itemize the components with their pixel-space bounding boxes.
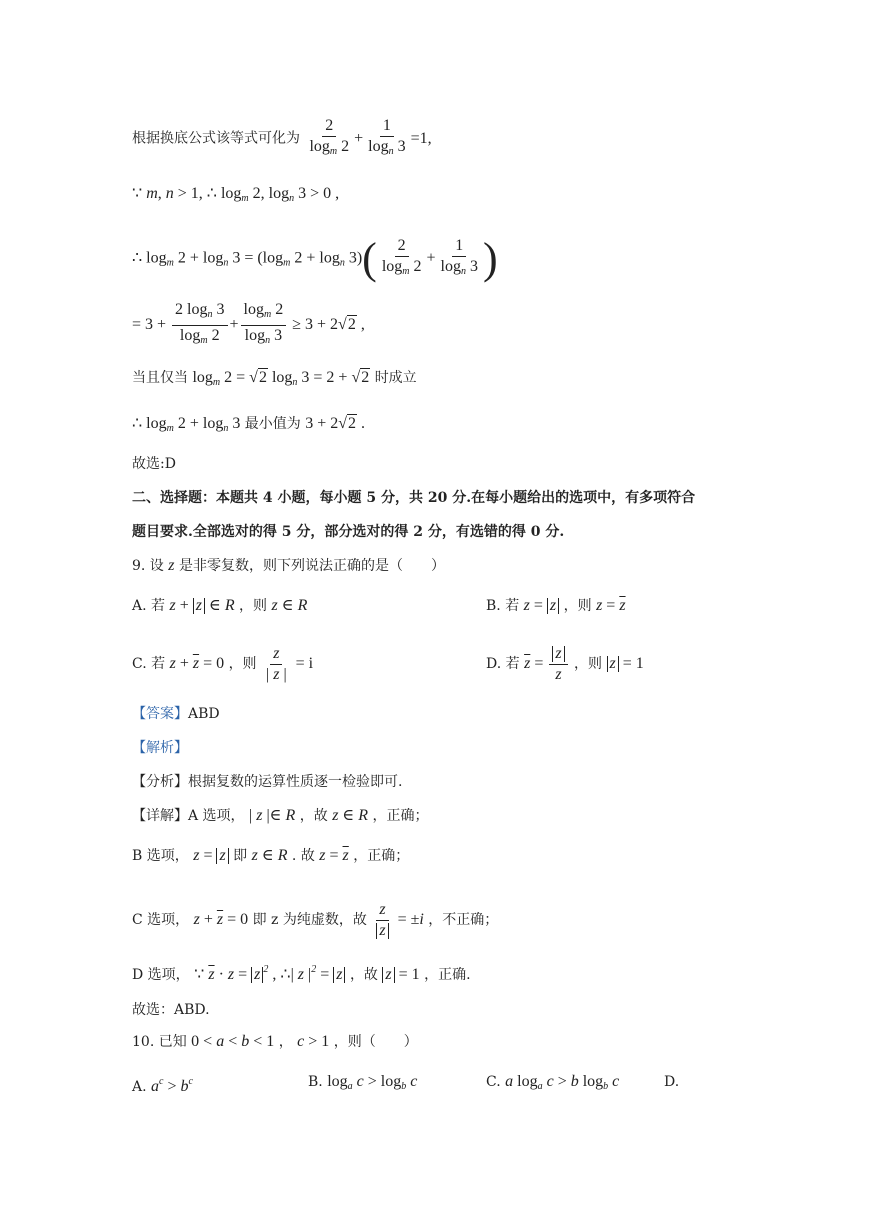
q10-option-b: B. $\log_a c > \log_b c$ [308, 1073, 418, 1092]
q10-option-d: D. [664, 1074, 680, 1090]
q10-stem: 10. 已知 0 < a < b < 1 ， c > 1 ，则（ ） [132, 1033, 418, 1050]
solution-line-1 [132, 116, 432, 162]
q10-option-a: A. $a^c > b^c$ [132, 1076, 193, 1095]
q9-detail-b: B 选项， z = z 即 z ∈ R . 故 $z = \overline{z}$ ，正确； [132, 847, 410, 864]
text: 根据换底公式该等式可化为 [132, 130, 300, 147]
q9-option-b: B. 若 z = z ，则 $z = \overline{z}$ [486, 597, 626, 614]
text: 当且仅当 [132, 370, 188, 386]
q9-detail-d: D 选项， ∵ $\overline{z} \cdot z = z$ $^2$ , ∴| z $|^2 = z$ ，故 z = 1 ，正确. [132, 964, 471, 983]
q9-analysis-tag: 【解析】 [132, 740, 188, 756]
q9-stem: 9. 设 z 是非零复数，则下列说法正确的是（ ） [132, 557, 445, 574]
q9-option-c: C. 若 $z + \overline{z} = 0$ ，则 $\frac{z}{| z |}$ = i [132, 645, 314, 683]
solution-line-5: 当且仅当 $\log_m 2 = √2$ $\log_n 3 = 2 + √2$ 时成立 [132, 369, 417, 388]
q9-option-a: A. 若 z + z ∈ R ，则 z ∈ R [132, 597, 308, 614]
q9-number: 9. 设 [132, 558, 164, 574]
solution-line-6: ∴ $\log_m 2 + \log_n 3$ 最小值为 3 + 2√2 . [132, 415, 366, 434]
q9-option-d: D. 若 $\overline{z}$ = $\frac{z}{z}$ ，则 z = 1 [486, 645, 644, 683]
comma: , [335, 185, 340, 202]
solution-line-2: ∵ m, n > 1, ∴ $\log_m 2$, $\log_n 3 > 0$ , [132, 185, 340, 204]
q9-final: 故选：ABD. [132, 1002, 210, 1018]
answer-value: ABD [188, 706, 220, 722]
solution-line-3: ∴ $\log_m 2 + \log_n 3 = (\log_m$ $2 + \log_n 3$)( $\frac{2}{\log_m 2}$ + $\frac{1}{\log_n 3}$ ) [132, 234, 498, 283]
answer-tag: 【答案】 [132, 706, 188, 722]
q9-fenxi: 【分析】根据复数的运算性质逐一检验即可. [132, 774, 403, 790]
q10-option-c: C. a $\log_a c > b$ $\log_b c$ [486, 1073, 620, 1092]
q9-detail-a: 【详解】A 选项， | z |∈ R ，故 z ∈ R ，正确； [132, 807, 429, 824]
solution-line-7: 故选:D [132, 456, 176, 472]
q9-stem-text: 是非零复数，则下列说法正确的是（ ） [178, 558, 445, 574]
section-heading-line-2: 题目要求.全部选对的得 5 分，部分选对的得 2 分，有选错的得 0 分. [132, 524, 565, 540]
q9-answer [132, 704, 220, 724]
text: 最小值为 [244, 416, 301, 432]
solution-line-4: = 3 + $\frac{2 \log_n 3}{\log_m 2}$ + $\frac{\log_m 2}{\log_n 3}$ ≥ 3 + 2√2 , [132, 301, 365, 346]
q9-detail-c: C 选项， $z + \overline{z} = 0$ 即 z 为纯虚数，故 $\frac{z}{z}$ = ±i ，不正确； [132, 901, 499, 939]
math-fraction-sum: $\frac{2}{\log_m 2}$ + $\frac{1}{\log_n 3}$ =1, [309, 117, 432, 157]
section-heading-line-1: 二、选择题：本题共 4 小题，每小题 5 分，共 20 分.在每小题给出的选项中，有多项符合 [132, 490, 696, 506]
text: 时成立 [374, 370, 417, 386]
